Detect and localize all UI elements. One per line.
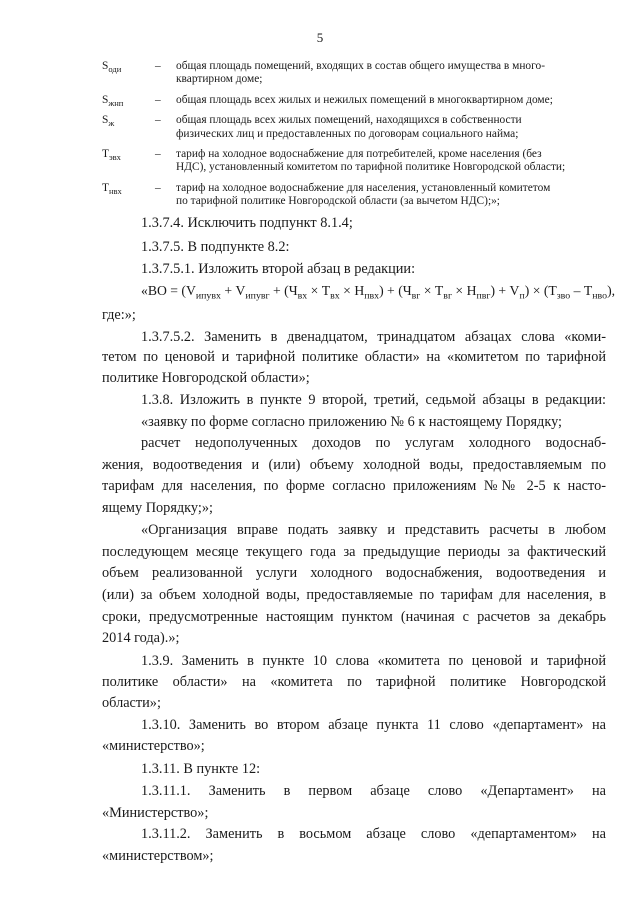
- definition-dash: –: [155, 181, 161, 194]
- paragraph-line: 1.3.8. Изложить в пункте 9 второй, третий, седьмой абзацы в редакции:: [141, 392, 606, 408]
- definition-symbol: $T_{эвх}$: [102, 148, 121, 163]
- paragraph-line: (или) за объем холодной воды, предоставляемые по тарифам для населения, в: [102, 587, 606, 603]
- definition-text: тариф на холодное водоснабжение для населения, установленный комитетом по тарифной политике Новгородской области (за вычетом НДС);»;: [176, 181, 551, 208]
- formula: «ВО = $(V_{ипувх} + V_{ипувг} + (Ч_{вх} \times T_{вх} \times Н_{пвх}) + (Ч_{вг} \times T_{вг} \times Н_{пвг}) + V_п) \times (T_{зво} - T_{нво})$,: [141, 283, 616, 302]
- paragraph-line: «Организация вправе подать заявку и представить расчеты в любом: [141, 522, 606, 538]
- paragraph-line: «заявку по форме согласно приложению № 6 к настоящему Порядку;: [141, 414, 563, 430]
- definition-item: [102, 60, 612, 87]
- paragraph-line: 1.3.9. Заменить в пункте 10 слова «комитета по ценовой и тарифной: [141, 653, 606, 669]
- definition-text: общая площадь всех жилых и нежилых помещений в многоквартирном доме;: [176, 93, 553, 106]
- paragraph-line: 1.3.11.2. Заменить в восьмом абзаце слово «департаментом» на: [141, 826, 606, 842]
- paragraph-line: области»;: [102, 695, 161, 711]
- definition-symbol: $T_{нвх}$: [102, 181, 122, 196]
- paragraph-line: 1.3.10. Заменить во втором абзаце пункта 11 слово «департамент» на: [141, 717, 606, 733]
- page-number: 5: [316, 30, 324, 45]
- paragraph-line: политике области» на «комитета по тарифной политике Новгородской: [102, 674, 606, 690]
- paragraph-line: объем реализованной услуги холодного водоснабжения, водоотведения и: [102, 565, 606, 581]
- paragraph-line: «министерство»;: [102, 738, 205, 754]
- definition-text: общая площадь всех жилых помещений, находящихся в собственности физических лиц и предоставленных по договорам социального найма;: [176, 114, 522, 140]
- paragraph-line: расчет недополученных доходов по услугам холодного водоснаб-: [141, 435, 606, 451]
- paragraph-line: 1.3.11.1. Заменить в первом абзаце слово «Департамент» на: [141, 783, 606, 799]
- paragraph-line: 2014 года).»;: [102, 630, 180, 646]
- definition-item: [102, 94, 612, 107]
- paragraph-line: ящему Порядку;»;: [102, 500, 213, 516]
- paragraph-line: «Министерство»;: [102, 805, 209, 821]
- definition-dash: –: [155, 93, 161, 106]
- paragraph-line: сроки, предусмотренные настоящим пунктом (начиная с расчетов за декабрь: [102, 609, 606, 625]
- paragraph-line: политике Новгородской области»;: [102, 370, 310, 386]
- definition-item: [102, 182, 612, 209]
- paragraph-line: тарифам для населения, по форме согласно приложениям №№ 2-5 к насто-: [102, 478, 606, 494]
- paragraph-line: 1.3.7.4. Исключить подпункт 8.1.4;: [141, 215, 353, 231]
- paragraph-line: «министерством»;: [102, 848, 214, 864]
- definition-dash: –: [155, 148, 161, 161]
- paragraph-line: 1.3.11. В пункте 12:: [141, 761, 261, 777]
- definition-dash: –: [155, 114, 161, 127]
- paragraph-line: где:»;: [102, 307, 136, 323]
- paragraph-line: 1.3.7.5.1. Изложить второй абзац в редакции:: [141, 261, 416, 277]
- definition-symbol: $S_{жнп}$: [102, 93, 124, 108]
- definition-item: [102, 148, 612, 175]
- definitions-list: [102, 60, 612, 216]
- definition-text: общая площадь помещений, входящих в состав общего имущества в много- квартирном доме;: [176, 60, 545, 86]
- paragraph-line: 1.3.7.5.2. Заменить в двенадцатом, тринадцатом абзацах слова «коми-: [141, 329, 606, 345]
- paragraph-line: 1.3.7.5. В подпункте 8.2:: [141, 239, 290, 255]
- definition-symbol: $S_ж$: [102, 114, 115, 129]
- paragraph-line: последующем месяце текущего года за предыдущие периоды за фактический: [102, 544, 606, 560]
- definition-item: [102, 114, 612, 141]
- paragraph-line: жения, водоотведения и (или) объему холодной воды, предоставляемым по: [102, 457, 606, 473]
- definition-text: тариф на холодное водоснабжение для потребителей, кроме населения (без НДС), установленный комитетом по тарифной политике Новгородской области;: [176, 148, 566, 174]
- paragraph-line: тетом по ценовой и тарифной политике области» на «комитетом по тарифной: [102, 349, 606, 365]
- definition-dash: –: [155, 60, 161, 72]
- definition-symbol: $S_{оди}$: [102, 60, 122, 74]
